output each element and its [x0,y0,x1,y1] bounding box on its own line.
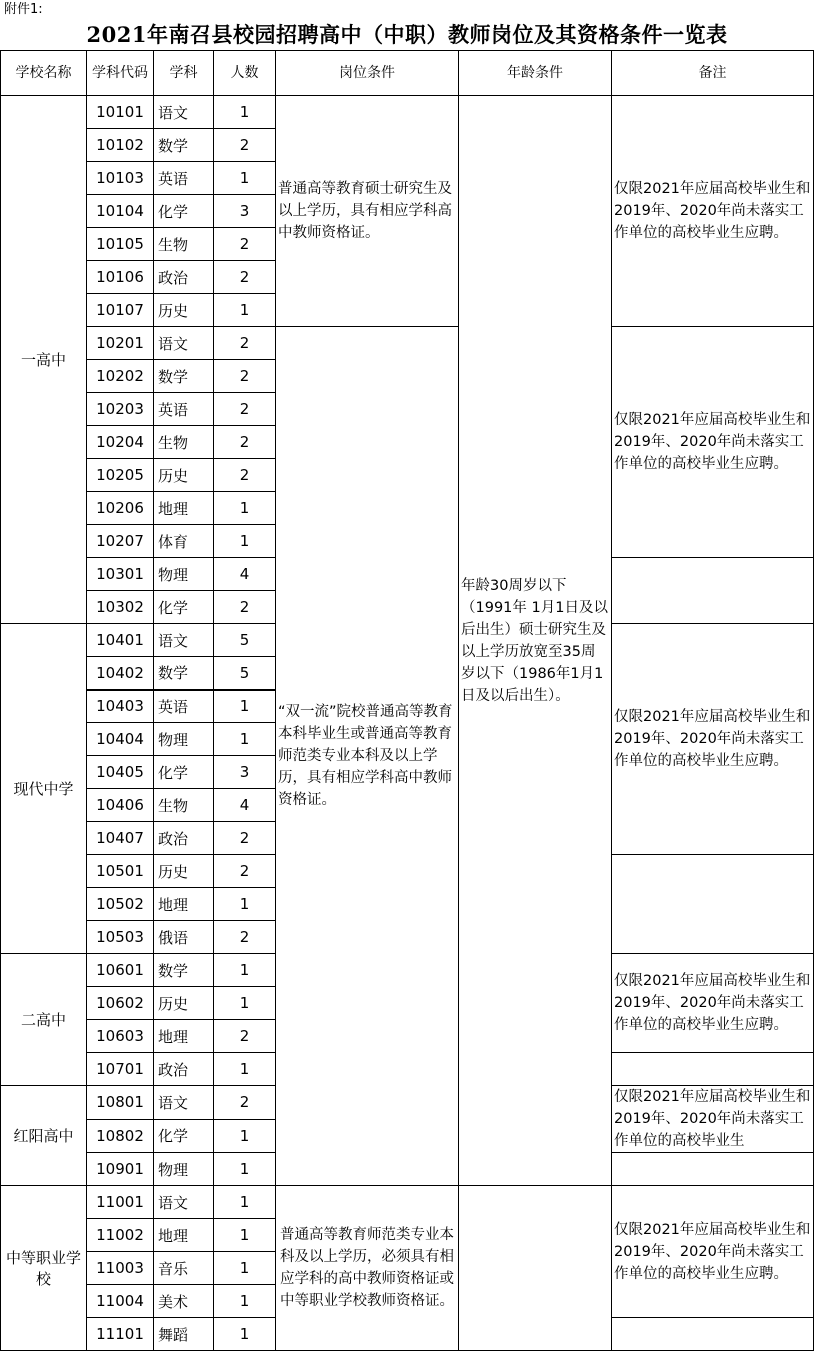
position-count: 1 [214,1285,276,1318]
position-count: 2 [214,921,276,954]
remark-empty [612,1153,814,1186]
subject-code: 10403 [87,690,154,723]
position-count: 1 [214,1053,276,1086]
age-condition: 年龄30周岁以下（1991年 1月1日及以后出生）硕士研究生及以上学历放宽至35周岁以下（1986年1月1日及以后出生）。 [459,96,612,1186]
subject-name: 物理 [154,723,214,756]
subject-code: 10401 [87,624,154,657]
subject-name: 政治 [154,822,214,855]
subject-code: 10501 [87,855,154,888]
subject-code: 10402 [87,657,154,690]
position-count: 1 [214,96,276,129]
header-school: 学校名称 [1,51,87,96]
header-remark: 备注 [612,51,814,96]
subject-name: 化学 [154,591,214,624]
position-count: 1 [214,1186,276,1219]
remark-empty [612,1053,814,1086]
remark: 仅限2021年应届高校毕业生和2019年、2020年尚未落实工作单位的高校毕业生应聘。 [612,1186,814,1318]
subject-name: 语文 [154,96,214,129]
header-condition: 岗位条件 [276,51,459,96]
subject-name: 生物 [154,426,214,459]
subject-name: 数学 [154,360,214,393]
header-age: 年龄条件 [459,51,612,96]
position-count: 1 [214,525,276,558]
header-subject: 学科 [154,51,214,96]
position-count: 2 [214,822,276,855]
subject-code: 10103 [87,162,154,195]
position-count: 3 [214,195,276,228]
subject-name: 生物 [154,789,214,822]
subject-name: 语文 [154,327,214,360]
subject-name: 地理 [154,1219,214,1252]
subject-code: 10207 [87,525,154,558]
table-header-row [1,51,814,96]
subject-name: 政治 [154,261,214,294]
position-count: 2 [214,327,276,360]
subject-name: 英语 [154,690,214,723]
position-count: 1 [214,987,276,1020]
subject-name: 物理 [154,1153,214,1186]
subject-name: 美术 [154,1285,214,1318]
remark: 仅限2021年应届高校毕业生和2019年、2020年尚未落实工作单位的高校毕业生应聘。 [612,327,814,558]
position-count: 1 [214,954,276,987]
subject-name: 俄语 [154,921,214,954]
subject-code: 10206 [87,492,154,525]
subject-code: 10603 [87,1020,154,1053]
subject-name: 历史 [154,987,214,1020]
subject-code: 10201 [87,327,154,360]
school-name: 现代中学 [1,624,87,954]
position-count: 4 [214,558,276,591]
position-count: 1 [214,1318,276,1351]
subject-code: 11003 [87,1252,154,1285]
position-count: 1 [214,1219,276,1252]
age-condition-empty [459,1186,612,1351]
school-name: 红阳高中 [1,1086,87,1186]
position-count: 1 [214,1119,276,1153]
subject-name: 历史 [154,294,214,327]
subject-code: 10302 [87,591,154,624]
subject-code: 10205 [87,459,154,492]
position-count: 1 [214,690,276,723]
subject-name: 历史 [154,855,214,888]
subject-code: 10802 [87,1119,154,1153]
recruitment-table [0,50,814,1351]
subject-name: 生物 [154,228,214,261]
subject-code: 10407 [87,822,154,855]
position-count: 1 [214,723,276,756]
position-count: 5 [214,657,276,690]
subject-name: 语文 [154,1186,214,1219]
remark: 仅限2021年应届高校毕业生和2019年、2020年尚未落实工作单位的高校毕业生 [612,1086,814,1153]
subject-code: 10701 [87,1053,154,1086]
subject-code: 10601 [87,954,154,987]
position-count: 2 [214,393,276,426]
position-count: 2 [214,1020,276,1053]
position-count: 2 [214,591,276,624]
subject-name: 化学 [154,756,214,789]
remark: 仅限2021年应届高校毕业生和2019年、2020年尚未落实工作单位的高校毕业生应聘。 [612,954,814,1053]
subject-code: 10101 [87,96,154,129]
subject-code: 10502 [87,888,154,921]
position-count: 3 [214,756,276,789]
subject-name: 化学 [154,195,214,228]
header-count: 人数 [214,51,276,96]
table-row [1,96,814,129]
header-code: 学科代码 [87,51,154,96]
position-count: 2 [214,1086,276,1120]
subject-code: 10203 [87,393,154,426]
subject-name: 历史 [154,459,214,492]
school-name: 一高中 [1,96,87,624]
subject-name: 语文 [154,624,214,657]
school-name: 中等职业学校 [1,1186,87,1351]
subject-code: 10107 [87,294,154,327]
position-count: 5 [214,624,276,657]
remark: 仅限2021年应届高校毕业生和2019年、2020年尚未落实工作单位的高校毕业生应聘。 [612,624,814,855]
subject-code: 10104 [87,195,154,228]
position-count: 2 [214,459,276,492]
remark: 仅限2021年应届高校毕业生和2019年、2020年尚未落实工作单位的高校毕业生应聘。 [612,96,814,327]
subject-code: 10406 [87,789,154,822]
subject-name: 化学 [154,1119,214,1153]
subject-name: 数学 [154,954,214,987]
subject-code: 10204 [87,426,154,459]
position-count: 1 [214,162,276,195]
position-count: 2 [214,855,276,888]
subject-code: 10404 [87,723,154,756]
position-count: 2 [214,228,276,261]
subject-name: 舞蹈 [154,1318,214,1351]
subject-name: 地理 [154,888,214,921]
subject-code: 10202 [87,360,154,393]
position-count: 1 [214,492,276,525]
remark-empty [612,855,814,954]
table-row [1,327,814,360]
position-count: 2 [214,426,276,459]
position-count: 1 [214,1252,276,1285]
subject-name: 地理 [154,492,214,525]
subject-name: 数学 [154,129,214,162]
position-count: 2 [214,261,276,294]
remark-empty [612,1318,814,1351]
subject-code: 10901 [87,1153,154,1186]
subject-code: 11002 [87,1219,154,1252]
subject-code: 10503 [87,921,154,954]
position-count: 2 [214,360,276,393]
subject-name: 语文 [154,1086,214,1120]
subject-name: 物理 [154,558,214,591]
subject-name: 政治 [154,1053,214,1086]
position-condition: 普通高等教育硕士研究生及以上学历，具有相应学科高中教师资格证。 [276,96,459,327]
subject-name: 英语 [154,393,214,426]
subject-code: 10105 [87,228,154,261]
subject-code: 10405 [87,756,154,789]
subject-name: 音乐 [154,1252,214,1285]
position-condition: 普通高等教育师范类专业本科及以上学历，必须具有相应学科的高中教师资格证或中等职业学校教师资格证。 [276,1186,459,1351]
position-count: 1 [214,1153,276,1186]
position-condition: “双一流”院校普通高等教育本科毕业生或普通高等教育师范类专业本科及以上学历，具有相应学科高中教师资格证。 [276,327,459,1186]
position-count: 2 [214,129,276,162]
position-count: 1 [214,294,276,327]
subject-name: 数学 [154,657,214,690]
school-name: 二高中 [1,954,87,1086]
subject-name: 地理 [154,1020,214,1053]
subject-code: 10801 [87,1086,154,1120]
subject-code: 10602 [87,987,154,1020]
position-count: 1 [214,888,276,921]
subject-code: 10301 [87,558,154,591]
subject-name: 体育 [154,525,214,558]
subject-code: 11001 [87,1186,154,1219]
subject-code: 11004 [87,1285,154,1318]
subject-code: 10106 [87,261,154,294]
subject-code: 11101 [87,1318,154,1351]
subject-code: 10102 [87,129,154,162]
position-count: 4 [214,789,276,822]
page-title: 2021年南召县校园招聘高中（中职）教师岗位及其资格条件一览表 [86,22,728,47]
annex-label: 附件1: [4,2,43,17]
remark-empty [612,558,814,624]
table-row [1,1186,814,1219]
subject-name: 英语 [154,162,214,195]
